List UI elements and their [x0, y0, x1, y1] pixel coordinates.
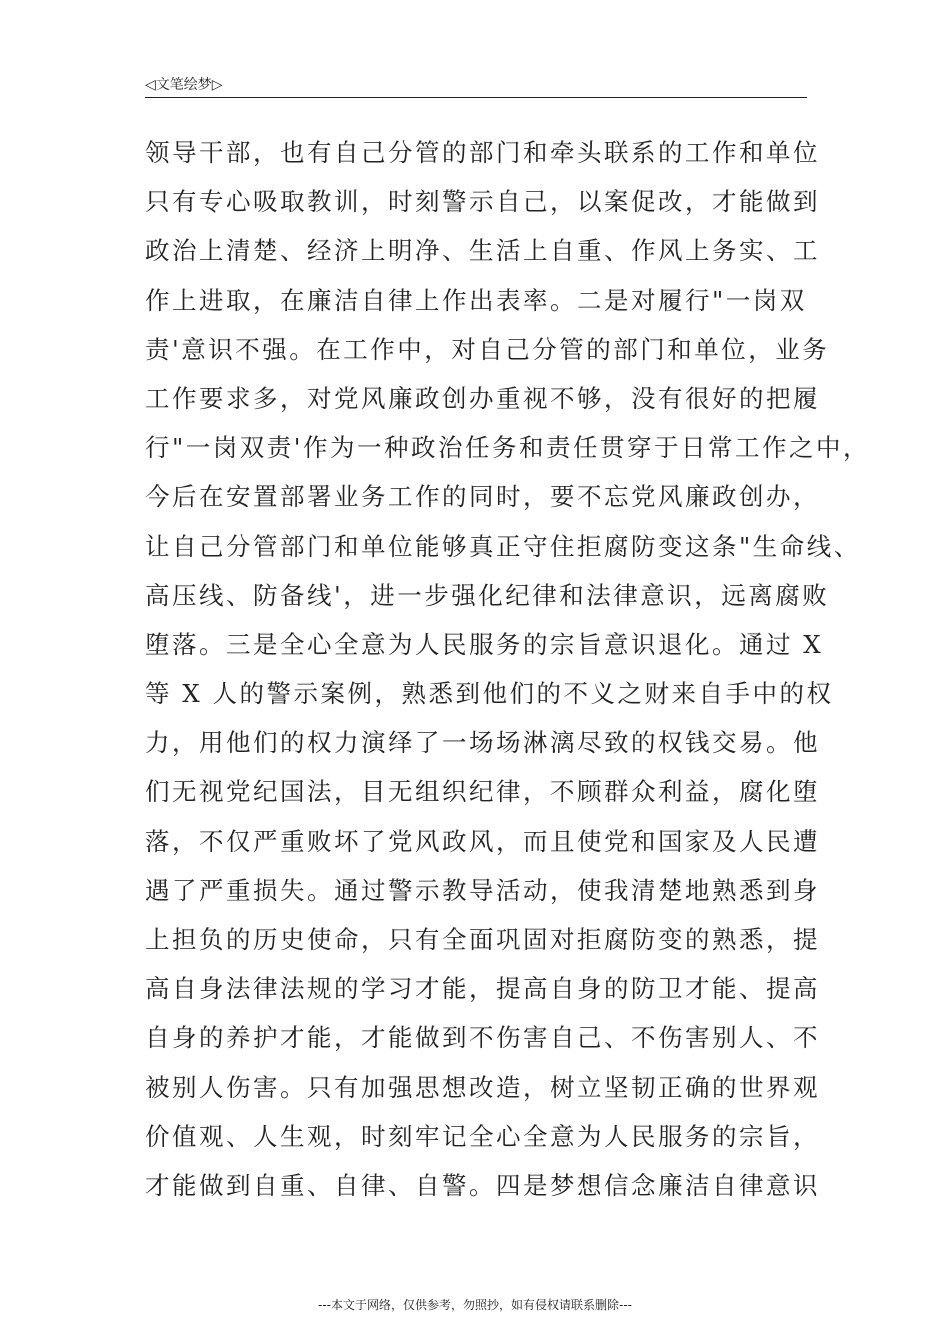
- body-line: 工作要求多，对党风廉政创办重视不够，没有很好的把履: [145, 383, 820, 413]
- document-body: [145, 128, 871, 1210]
- body-line: 责'意识不强。在工作中，对自己分管的部门和单位，业务: [145, 334, 830, 364]
- footer-disclaimer: ---本文于网络，仅供参考，勿照抄，如有侵权请联系删除---: [318, 1298, 632, 1312]
- body-line: 才能做到自重、自律、自警。四是梦想信念廉洁自律意识: [145, 1170, 820, 1200]
- body-line: 行"一岗双责'作为一种政治任务和责任贯穿于日常工作之中，: [145, 433, 871, 463]
- body-line: 高压线、防备线'，进一步强化纪律和法律意识，远离腐败: [145, 580, 830, 610]
- body-line: 高自身法律法规的学习才能，提高自身的防卫才能、提高: [145, 974, 820, 1004]
- header-brand: ◁文笔绘梦▷: [145, 77, 223, 93]
- body-line: 价值观、人生观，时刻牢记全心全意为人民服务的宗旨，: [145, 1121, 820, 1151]
- body-line: 自身的养护才能，才能做到不伤害自己、不伤害别人、不: [145, 1023, 820, 1053]
- body-line: 领导干部，也有自己分管的部门和牵头联系的工作和单位: [145, 138, 820, 167]
- body-line: 今后在安置部署业务工作的同时，要不忘党风廉政创办，: [145, 482, 820, 512]
- header-rule: [145, 97, 807, 98]
- body-line: 力，用他们的权力演绎了一场场淋漓尽致的权钱交易。他: [145, 728, 820, 758]
- body-line: 堕落。三是全心全意为人民服务的宗旨意识退化。通过 X: [145, 629, 824, 659]
- body-line: 让自己分管部门和单位能够真正守住拒腐防变这条"生命线、: [145, 531, 861, 561]
- body-line: 被别人伤害。只有加强思想改造，树立坚韧正确的世界观: [145, 1072, 820, 1102]
- body-line: 政治上清楚、经济上明净、生活上自重、作风上务实、工: [145, 236, 820, 266]
- body-line: 等 X 人的警示案例，熟悉到他们的不义之财来自手中的权: [145, 679, 834, 709]
- body-line: 落，不仅严重败坏了党风政风，而且使党和国家及人民遭: [145, 826, 820, 856]
- body-line: 作上进取，在廉洁自律上作出表率。二是对履行"一岗双: [145, 285, 807, 315]
- body-line: 只有专心吸取教训，时刻警示自己，以案促改，才能做到: [145, 187, 820, 217]
- body-line: 们无视党纪国法，目无组织纪律，不顾群众利益，腐化堕: [145, 777, 820, 807]
- body-line: 上担负的历史使命，只有全面巩固对拒腐防变的熟悉，提: [145, 925, 820, 954]
- body-line: 遇了严重损失。通过警示教导活动，使我清楚地熟悉到身: [145, 875, 820, 905]
